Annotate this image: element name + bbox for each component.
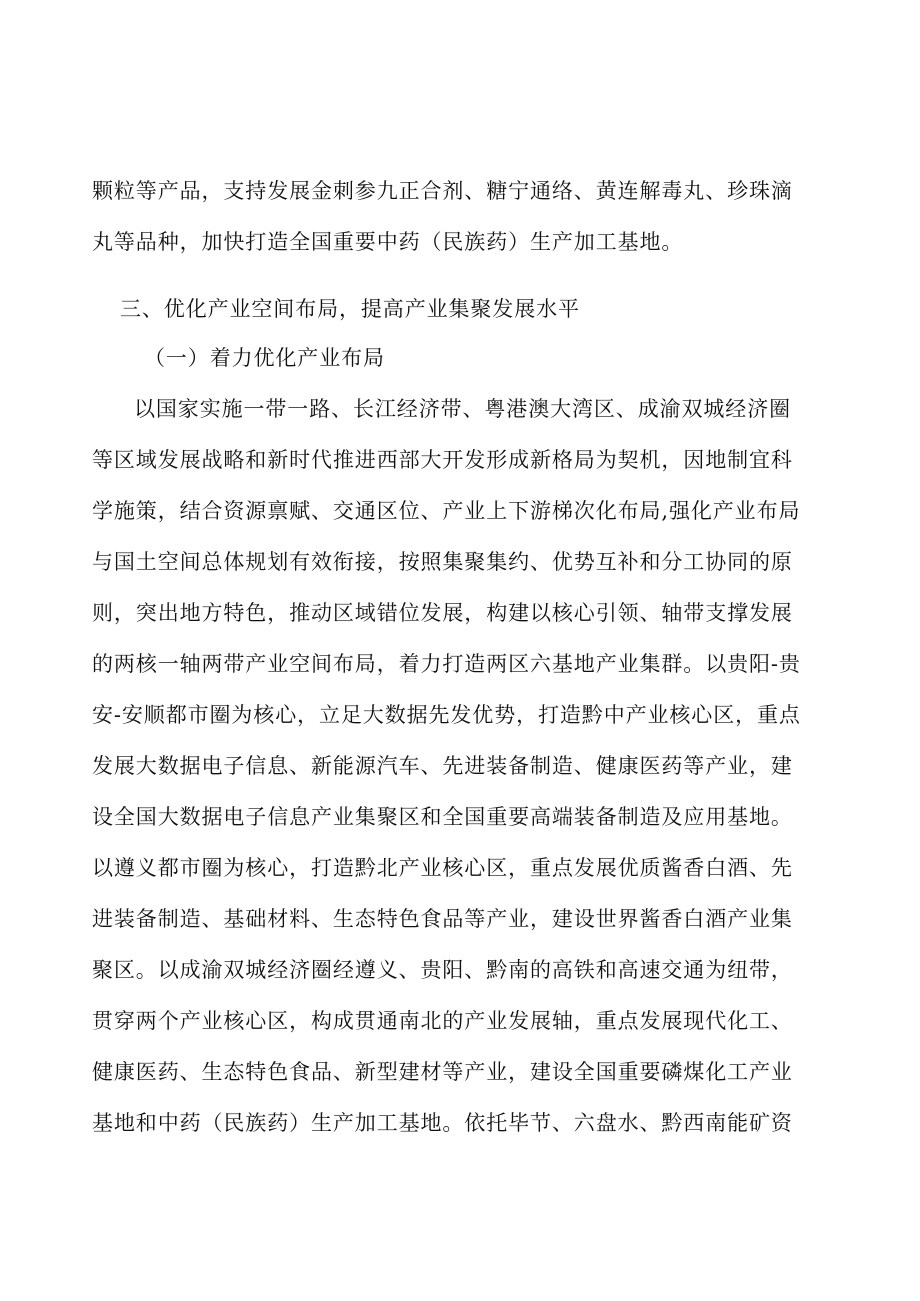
text-line: 则，突出地方特色，推动区域错位发展，构建以核心引领、轴带支撑发展 — [92, 601, 793, 625]
text-line: 基地和中药（民族药）生产加工基地。依托毕节、六盘水、黔西南能矿资 — [92, 1111, 793, 1135]
text-line: 贯穿两个产业核心区，构成贯通南北的产业发展轴，重点发展现代化工、 — [92, 1009, 793, 1033]
text-line: 颗粒等产品，支持发展金刺参九正合剂、糖宁通络、黄连解毒丸、珍珠滴 — [92, 179, 793, 203]
text-line: 与国土空间总体规划有效衔接，按照集聚集约、优势互补和分工协同的原 — [92, 550, 793, 574]
text-line: 进装备制造、基础材料、生态特色食品等产业，建设世界酱香白酒产业集 — [92, 907, 793, 931]
text-line: 设全国大数据电子信息产业集聚区和全国重要高端装备制造及应用基地。 — [92, 805, 793, 829]
text-line: 发展大数据电子信息、新能源汽车、先进装备制造、健康医药等产业，建 — [92, 754, 793, 778]
text-line: 以遵义都市圈为核心，打造黔北产业核心区，重点发展优质酱香白酒、先 — [92, 856, 793, 880]
section-heading: 三、优化产业空间布局，提高产业集聚发展水平 — [120, 297, 580, 321]
text-line: 健康医药、生态特色食品、新型建材等产业，建设全国重要磷煤化工产业 — [92, 1060, 793, 1084]
text-line: 安-安顺都市圈为核心，立足大数据先发优势，打造黔中产业核心区，重点 — [92, 703, 801, 727]
text-line: 以国家实施一带一路、长江经济带、粤港澳大湾区、成渝双城经济圈 — [134, 397, 791, 421]
text-line: 聚区。以成渝双城经济圈经遵义、贵阳、黔南的高铁和高速交通为纽带， — [92, 958, 793, 982]
text-line: 丸等品种，加快打造全国重要中药（民族药）生产加工基地。 — [92, 230, 684, 254]
text-line: 等区域发展战略和新时代推进西部大开发形成新格局为契机，因地制宜科 — [92, 448, 793, 472]
text-line: 的两核一轴两带产业空间布局，着力打造两区六基地产业集群。以贵阳-贵 — [92, 652, 801, 676]
subsection-heading: （一）着力优化产业布局 — [144, 346, 385, 370]
text-line: 学施策，结合资源禀赋、交通区位、产业上下游梯次化布局,强化产业布局 — [92, 499, 801, 523]
